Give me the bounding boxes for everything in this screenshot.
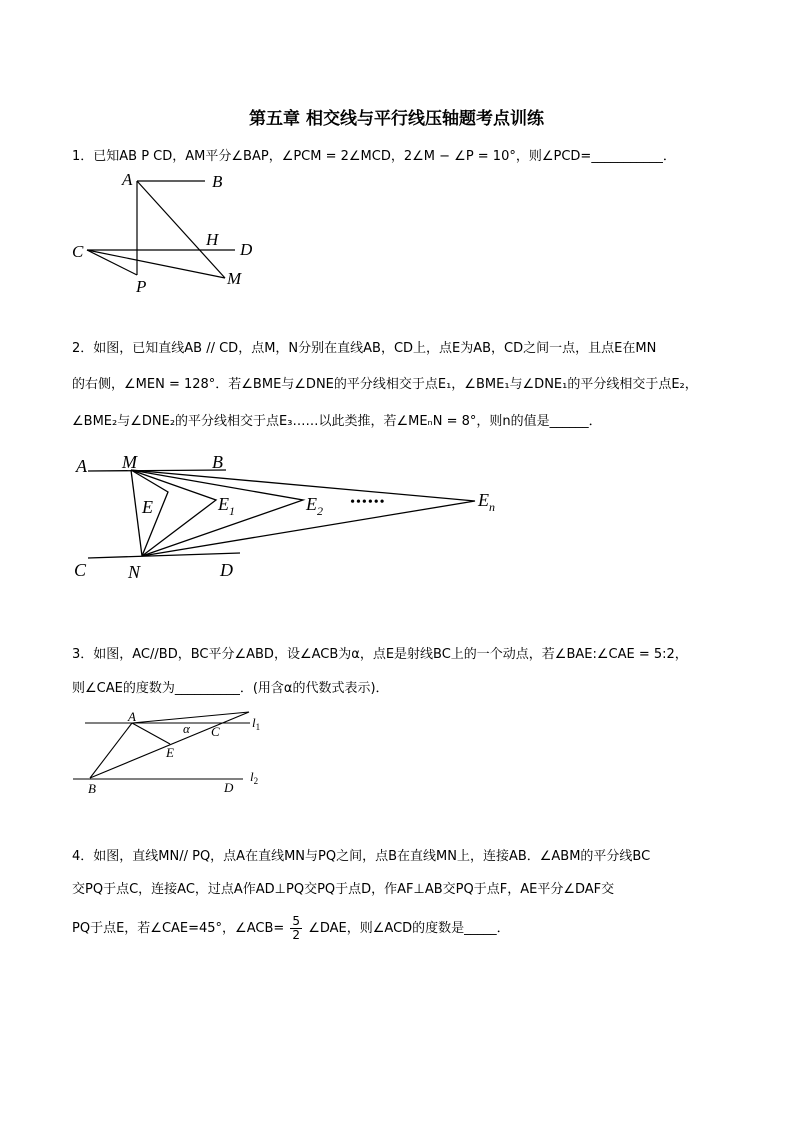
q2-label-E: E: [142, 497, 153, 517]
q3-label-A: A: [128, 709, 136, 724]
q2-text-line3: ∠BME₂与∠DNE₂的平分线相交于点E₃……以此类推，若∠MEₙN = 8°，则n的值是______．: [72, 414, 602, 429]
q3-label-l1: l: [252, 715, 256, 730]
q1-figure: [60, 165, 260, 300]
q4-text-line1: 4．如图，直线MN// PQ，点A在直线MN与PQ之间，点B在直线MN上，连接AB．∠ABM的平分线BC: [72, 849, 651, 864]
svg-text:E1: [217, 494, 235, 518]
q4-text-line3-part1: PQ于点E，若∠CAE=45°，∠ACB=: [72, 921, 285, 936]
q3-label-l2: l: [250, 769, 254, 784]
svg-text:l1: [252, 715, 260, 732]
q2-label-B: B: [212, 452, 223, 472]
q2-label-N: N: [128, 562, 141, 582]
q3-label-alpha: α: [183, 721, 190, 736]
q4-text-line3: [72, 915, 510, 942]
q1-label-H: H: [206, 230, 219, 249]
q1-label-D: D: [240, 240, 253, 259]
svg-text:En: [477, 490, 495, 514]
q1-text: 1．已知AB P CD，AM平分∠BAP，∠PCM = 2∠MCD，2∠M − ∠P = 10°，则∠PCD=___________．: [72, 149, 676, 164]
q4-fraction: [290, 915, 302, 942]
q4-text-line2: 交PQ于点C，连接AC，过点A作AD⊥PQ交PQ于点D，作AF⊥AB交PQ于点F，AE平分∠DAF交: [72, 882, 615, 897]
q1-label-M: M: [227, 269, 242, 288]
q2-label-E1: E: [218, 494, 229, 514]
q2-label-E2: E: [306, 494, 317, 514]
svg-text:l2: [250, 769, 258, 786]
q3-label-E: E: [166, 745, 174, 760]
q4-fraction-denominator: 2: [292, 928, 301, 942]
q4-fraction-numerator: 5: [292, 914, 301, 928]
q2-label-E1-sub: 1: [229, 504, 235, 518]
q1-label-B: B: [212, 172, 223, 191]
q2-label-E2-sub: 2: [317, 504, 323, 518]
q1-label-A: A: [122, 170, 133, 189]
svg-text:E2: [305, 494, 323, 518]
q1-label-P: P: [136, 277, 147, 296]
q3-text-line2: 则∠CAE的度数为__________．(用含α的代数式表示)．: [72, 681, 389, 696]
q2-label-M: M: [122, 452, 137, 472]
q2-label-C: C: [74, 560, 87, 580]
q4-text-line3-part2: ∠DAE，则∠ACD的度数是_____．: [308, 921, 510, 936]
q3-figure: [65, 706, 275, 798]
page-title: 第五章 相交线与平行线压轴题考点训练: [249, 109, 544, 129]
q3-label-D: D: [224, 780, 234, 795]
q2-label-D: D: [220, 560, 233, 580]
q2-label-En-sub: n: [489, 500, 495, 514]
q2-figure: [70, 448, 510, 588]
q2-text-line2: 的右侧，∠MEN = 128°．若∠BME与∠DNE的平分线相交于点E₁，∠BME₁与∠DNE₁的平分线相交于点E₂，: [72, 377, 698, 392]
q2-label-dots: ••••••: [350, 495, 386, 510]
q2-label-A: A: [76, 456, 87, 476]
q3-label-l1-sub: 1: [255, 722, 261, 732]
q1-label-C: C: [72, 242, 84, 261]
q3-label-C: C: [211, 724, 220, 739]
q2-label-En: E: [478, 490, 489, 510]
q2-text-line1: 2．如图，已知直线AB // CD，点M，N分别在直线AB，CD上，点E为AB，CD之间一点，且点E在MN: [72, 341, 657, 356]
q3-label-l2-sub: 2: [253, 776, 259, 786]
q3-text-line1: 3．如图，AC//BD，BC平分∠ABD，设∠ACB为α，点E是射线BC上的一个动点，若∠BAE:∠CAE = 5:2，: [72, 647, 688, 662]
q3-label-B: B: [88, 781, 96, 796]
